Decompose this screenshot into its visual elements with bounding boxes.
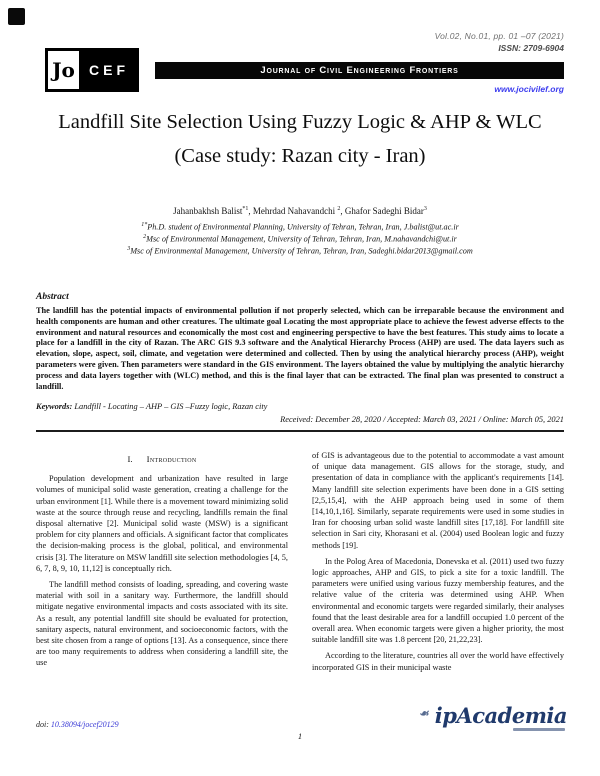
section-number: I. [127,454,133,464]
author-3-superscript: 3 [423,206,427,212]
doi-link[interactable]: 10.38094/jocef20129 [50,720,119,729]
affiliation-3 [0,246,600,256]
left-paragraph-2: The landfill method consists of loading, spreading, and covering waste material with soil in a sanitary way. Furthermore, the landfill should mitigate negative environmental impacts and costs associated with its site. As a result, any potential landfill site should be evaluated for protection, sanitary aspects, natural environment, and socioeconomic factors, with the best site chosen from a range of options [13]. As a consequence, since there are too many requirements to address when considering a landfill site, the use [36,580,288,668]
abstract-body: The landfill has the potential impacts of environmental pollution if not properly selected, which can be irreparable because the environment and health components are human and other creatures. The ultimate goal Locating the most appropriate place to achieve the fewest adverse effects to the environment and natural resources and economically the most cost and engineering perspective to have the best features. This study aims to locate a place for a landfill in the city of Razan. The ARC GIS 9.3 software and the Analytical Hierarchy Process (AHP) are used. The data layers such as elevation, slope, aspect, soil, climate, and vegetation were determined and collected. Then by using the analytical hierarchy process (AHP), weight parameters were given. Then parameters were standard in the GIS environment. The layers obtained the value by multiplying the analytic hierarchy process and data layers together with (WLC) method, and this is the final layer that can be extracted. The final plan was presented to construct a landfill. [36,306,564,391]
logo-jo-mark: Jo [48,51,79,89]
right-paragraph-2: In the Polog Area of Macedonia, Donevska et al. (2011) used two fuzzy logic approaches, AHP and GIS, to pick a site for a toxic landfill. The parameters were unified using various fuzzy membership features, and the relative value of the criteria was determined using AHP. When environmental and economic targets were regarded similarly, their analyses found that the least desirable area for a landfill occupied 1.0 percent of the overall area. When economic targets were given a higher priority, the most suitable landfill site was 1.8 percent [20, 21,22,23]. [312,556,564,645]
logo-cef-mark: CEF [89,62,129,78]
publisher-flourish-icon: ☙ [418,707,429,720]
issn-info: ISSN: 2709-6904 [498,43,564,53]
paper-title-line1: Landfill Site Selection Using Fuzzy Logic & AHP & WLC [58,111,542,133]
author-3: , Ghafor Sadeghi Bidar [340,206,424,216]
publisher-logo [418,703,567,731]
journal-banner-title: Journal of Civil Engineering Frontiers [260,65,459,76]
left-column [36,452,288,674]
right-paragraph-3: According to the literature, countries all over the world have effectively incorporated GIS in their municipal waste [312,651,564,672]
header-rule [36,430,564,432]
affiliation-3-superscript: 3 [127,246,131,252]
keywords-line [36,402,564,411]
journal-logo [45,48,139,92]
affiliation-1-text: Ph.D. student of Environmental Planning, University of Tehran, Tehran, Iran, J.balist@ut.ac.ir [147,222,459,232]
author-2-superscript: 2 [337,206,341,212]
dates-line: Received: December 28, 2020 / Accepted: March 03, 2021 / Online: March 05, 2021 [280,415,564,424]
author-1-superscript: *1 [242,206,249,212]
section-title: Introduction [146,454,197,464]
keywords-label: Keywords: [36,402,73,411]
affiliation-1 [0,222,600,232]
publisher-logo-text [418,703,567,728]
authors-line [0,206,600,216]
publisher-tagline-mark [513,728,565,731]
journal-banner [155,62,564,79]
doi-label: doi: [36,720,51,729]
affiliation-2-text: Msc of Environmental Management, University of Tehran, Tehran, Iran, M.nahavandchi@ut.ir [146,234,457,244]
journal-website-link[interactable]: www.jocivilef.org [494,84,564,94]
keywords-text: Landfill - Locating – AHP – GIS –Fuzzy logic, Razan city [72,402,268,411]
doi-line [36,720,119,729]
section-heading-introduction [36,454,288,465]
journal-meta [435,31,564,53]
volume-info: Vol.02, No.01, pp. 01 –07 (2021) [434,31,564,41]
abstract-heading: Abstract [36,292,69,302]
affiliation-2-superscript: 2 [143,234,147,240]
right-column [312,450,564,678]
corner-mark [8,8,25,25]
paper-title-line2: (Case study: Razan city - Iran) [174,145,426,167]
affiliation-2 [0,234,600,244]
publisher-name: ipAcademia [434,703,567,728]
right-paragraph-1: of GIS is advantageous due to the potential to accommodate a vast amount of unique data management. GIS allows for the storage, study, and presentation of data in compliance with the applicant's requirements [14]. Many landfill site selection experiments have been done in a GIS setting [2,5,15,4], with the AHP approach being used in some of them [14,10,1,16]. Similarly, separate requirements were used in some studies in Iran for choosing urban solid waste landfill sites [17,18]. For landfill site selection in Sari city, Khorasani et al. (2004) used Boolean logic and fuzzy methods [19]. [312,451,564,550]
affiliation-1-superscript: 1* [141,222,148,228]
author-2: , Mehrdad Nahavandchi [248,206,338,216]
author-1: Jahanbakhsh Balist [173,206,243,216]
page-number: 1 [297,731,303,741]
affiliation-3-text: Msc of Environmental Management, University of Tehran, Tehran, Iran, Sadeghi.bidar2013@gmail.com [130,246,473,256]
left-paragraph-1: Population development and urbanization have resulted in large volumes of municipal solid waste generation, creating a challenge for the urban environment [1]. While there is a movement toward minimizing solid waste at the source through reuse and recycling, landfills remain the final disposal alternative [2]. Municipal solid waste (MSW) is a significant problem for city planners and officials. A significant factor that complicates the decision-making process is the global, political, and environmental crisis [3]. The literature on MSW landfill site selection methodologies [4, 5, 6, 7, 8, 9, 10, 11,12] is conceptually rich. [36,474,288,573]
